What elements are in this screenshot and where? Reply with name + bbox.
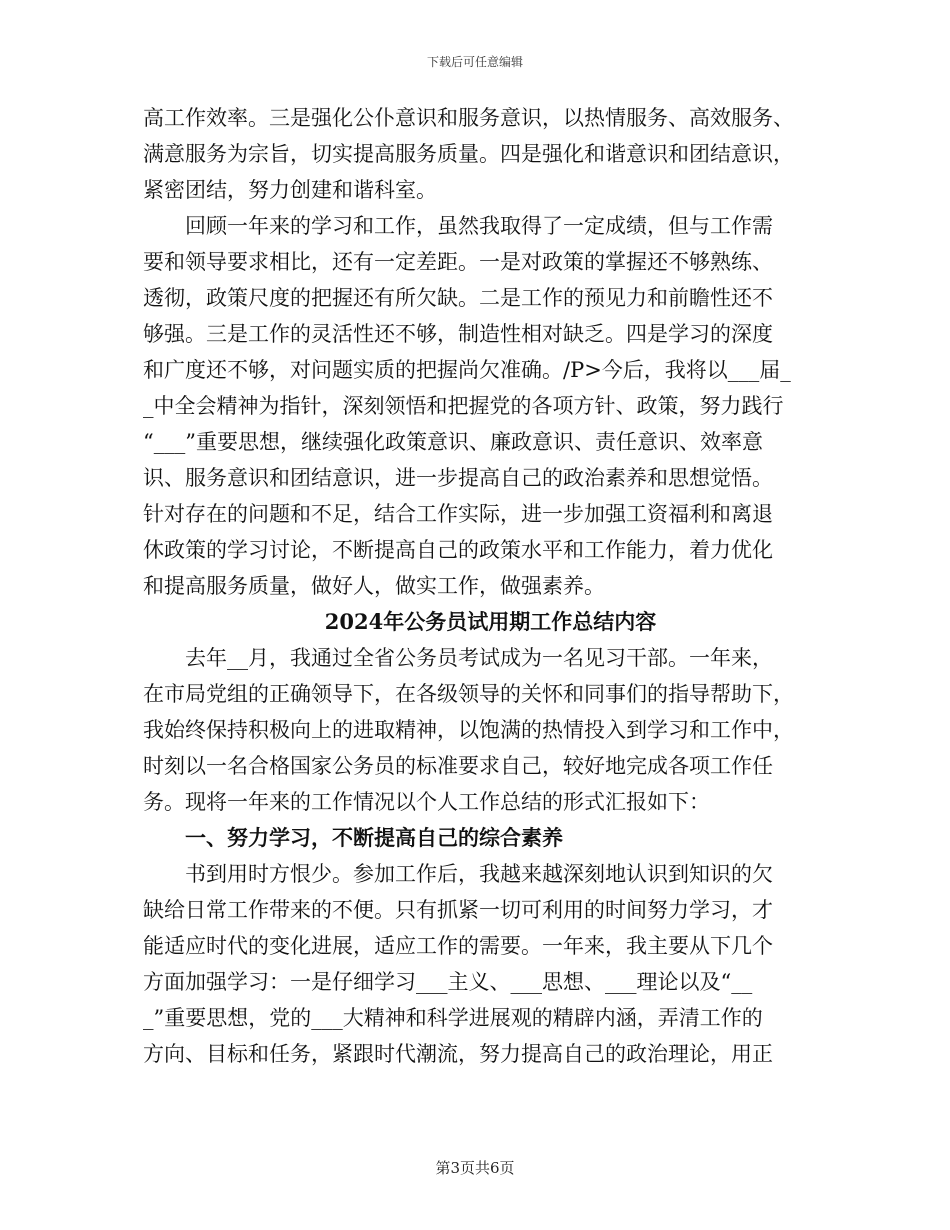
text-line: 方面加强学习：一是仔细学习___主义、___思想、___理论以及“__: [143, 970, 753, 994]
text-line: 针对存在的问题和不足，结合工作实际，进一步加强工资福利和离退: [143, 502, 773, 526]
text-line: 和提高服务质量，做好人，做实工作，做强素养。: [143, 574, 605, 598]
text-line: 缺给日常工作带来的不便。只有抓紧一切可利用的时间努力学习，才: [143, 898, 773, 922]
paragraph-first-line: 回顾一年来的学习和工作，虽然我取得了一定成绩，但与工作需: [185, 214, 773, 238]
text-line: 识、服务意识和团结意识，进一步提高自己的政治素养和思想觉悟。: [143, 466, 773, 490]
text-line: 和广度还不够，对问题实质的把握尚欠准确。/P>今后，我将以___届_: [143, 358, 791, 382]
text-line: _”重要思想，党的___大精神和科学进展观的精辟内涵，弄清工作的: [143, 1006, 763, 1030]
text-line: 方向、目标和任务，紧跟时代潮流，努力提高自己的政治理论，用正: [143, 1042, 773, 1066]
document-body: [143, 100, 803, 1072]
page-header: 下载后可任意编辑: [426, 55, 523, 69]
paragraph-first-line: 去年__月，我通过全省公务员考试成为一名见习干部。一年来，: [185, 646, 773, 670]
paragraph-first-line: 书到用时方恨少。参加工作后，我越来越深刻地认识到知识的欠: [185, 862, 773, 886]
page-footer: 第3页共6页: [435, 1159, 515, 1177]
section-heading: 一、努力学习，不断提高自己的综合素养: [185, 825, 563, 850]
text-line: 我始终保持积极向上的进取精神，以饱满的热情投入到学习和工作中，: [143, 718, 794, 742]
text-line: 紧密团结，努力创建和谐科室。: [143, 178, 437, 202]
text-line: 时刻以一名合格国家公务员的标准要求自己，较好地完成各项工作任: [143, 754, 773, 778]
text-line: 够强。三是工作的灵活性还不够，制造性相对缺乏。四是学习的深度: [143, 322, 773, 346]
text-line: 透彻，政策尺度的把握还有所欠缺。二是工作的预见力和前瞻性还不: [143, 286, 773, 310]
text-line: 高工作效率。三是强化公仆意识和服务意识，以热情服务、高效服务、: [143, 106, 794, 130]
text-line: 在市局党组的正确领导下，在各级领导的关怀和同事们的指导帮助下，: [143, 682, 794, 706]
text-line: 休政策的学习讨论，不断提高自己的政策水平和工作能力，着力优化: [143, 538, 773, 562]
text-line: 务。现将一年来的工作情况以个人工作总结的形式汇报如下：: [143, 790, 710, 814]
section-title: 2024年公务员试用期工作总结内容: [324, 609, 657, 634]
text-line: 能适应时代的变化进展，适应工作的需要。一年来，我主要从下几个: [143, 934, 773, 958]
text-line: “___”重要思想，继续强化政策意识、廉政意识、责任意识、效率意: [143, 430, 763, 454]
text-line: _中全会精神为指针，深刻领悟和把握党的各项方针、政策，努力践行: [143, 394, 784, 418]
text-line: 要和领导要求相比，还有一定差距。一是对政策的掌握还不够熟练、: [143, 250, 773, 274]
text-line: 满意服务为宗旨，切实提高服务质量。四是强化和谐意识和团结意识，: [143, 142, 794, 166]
